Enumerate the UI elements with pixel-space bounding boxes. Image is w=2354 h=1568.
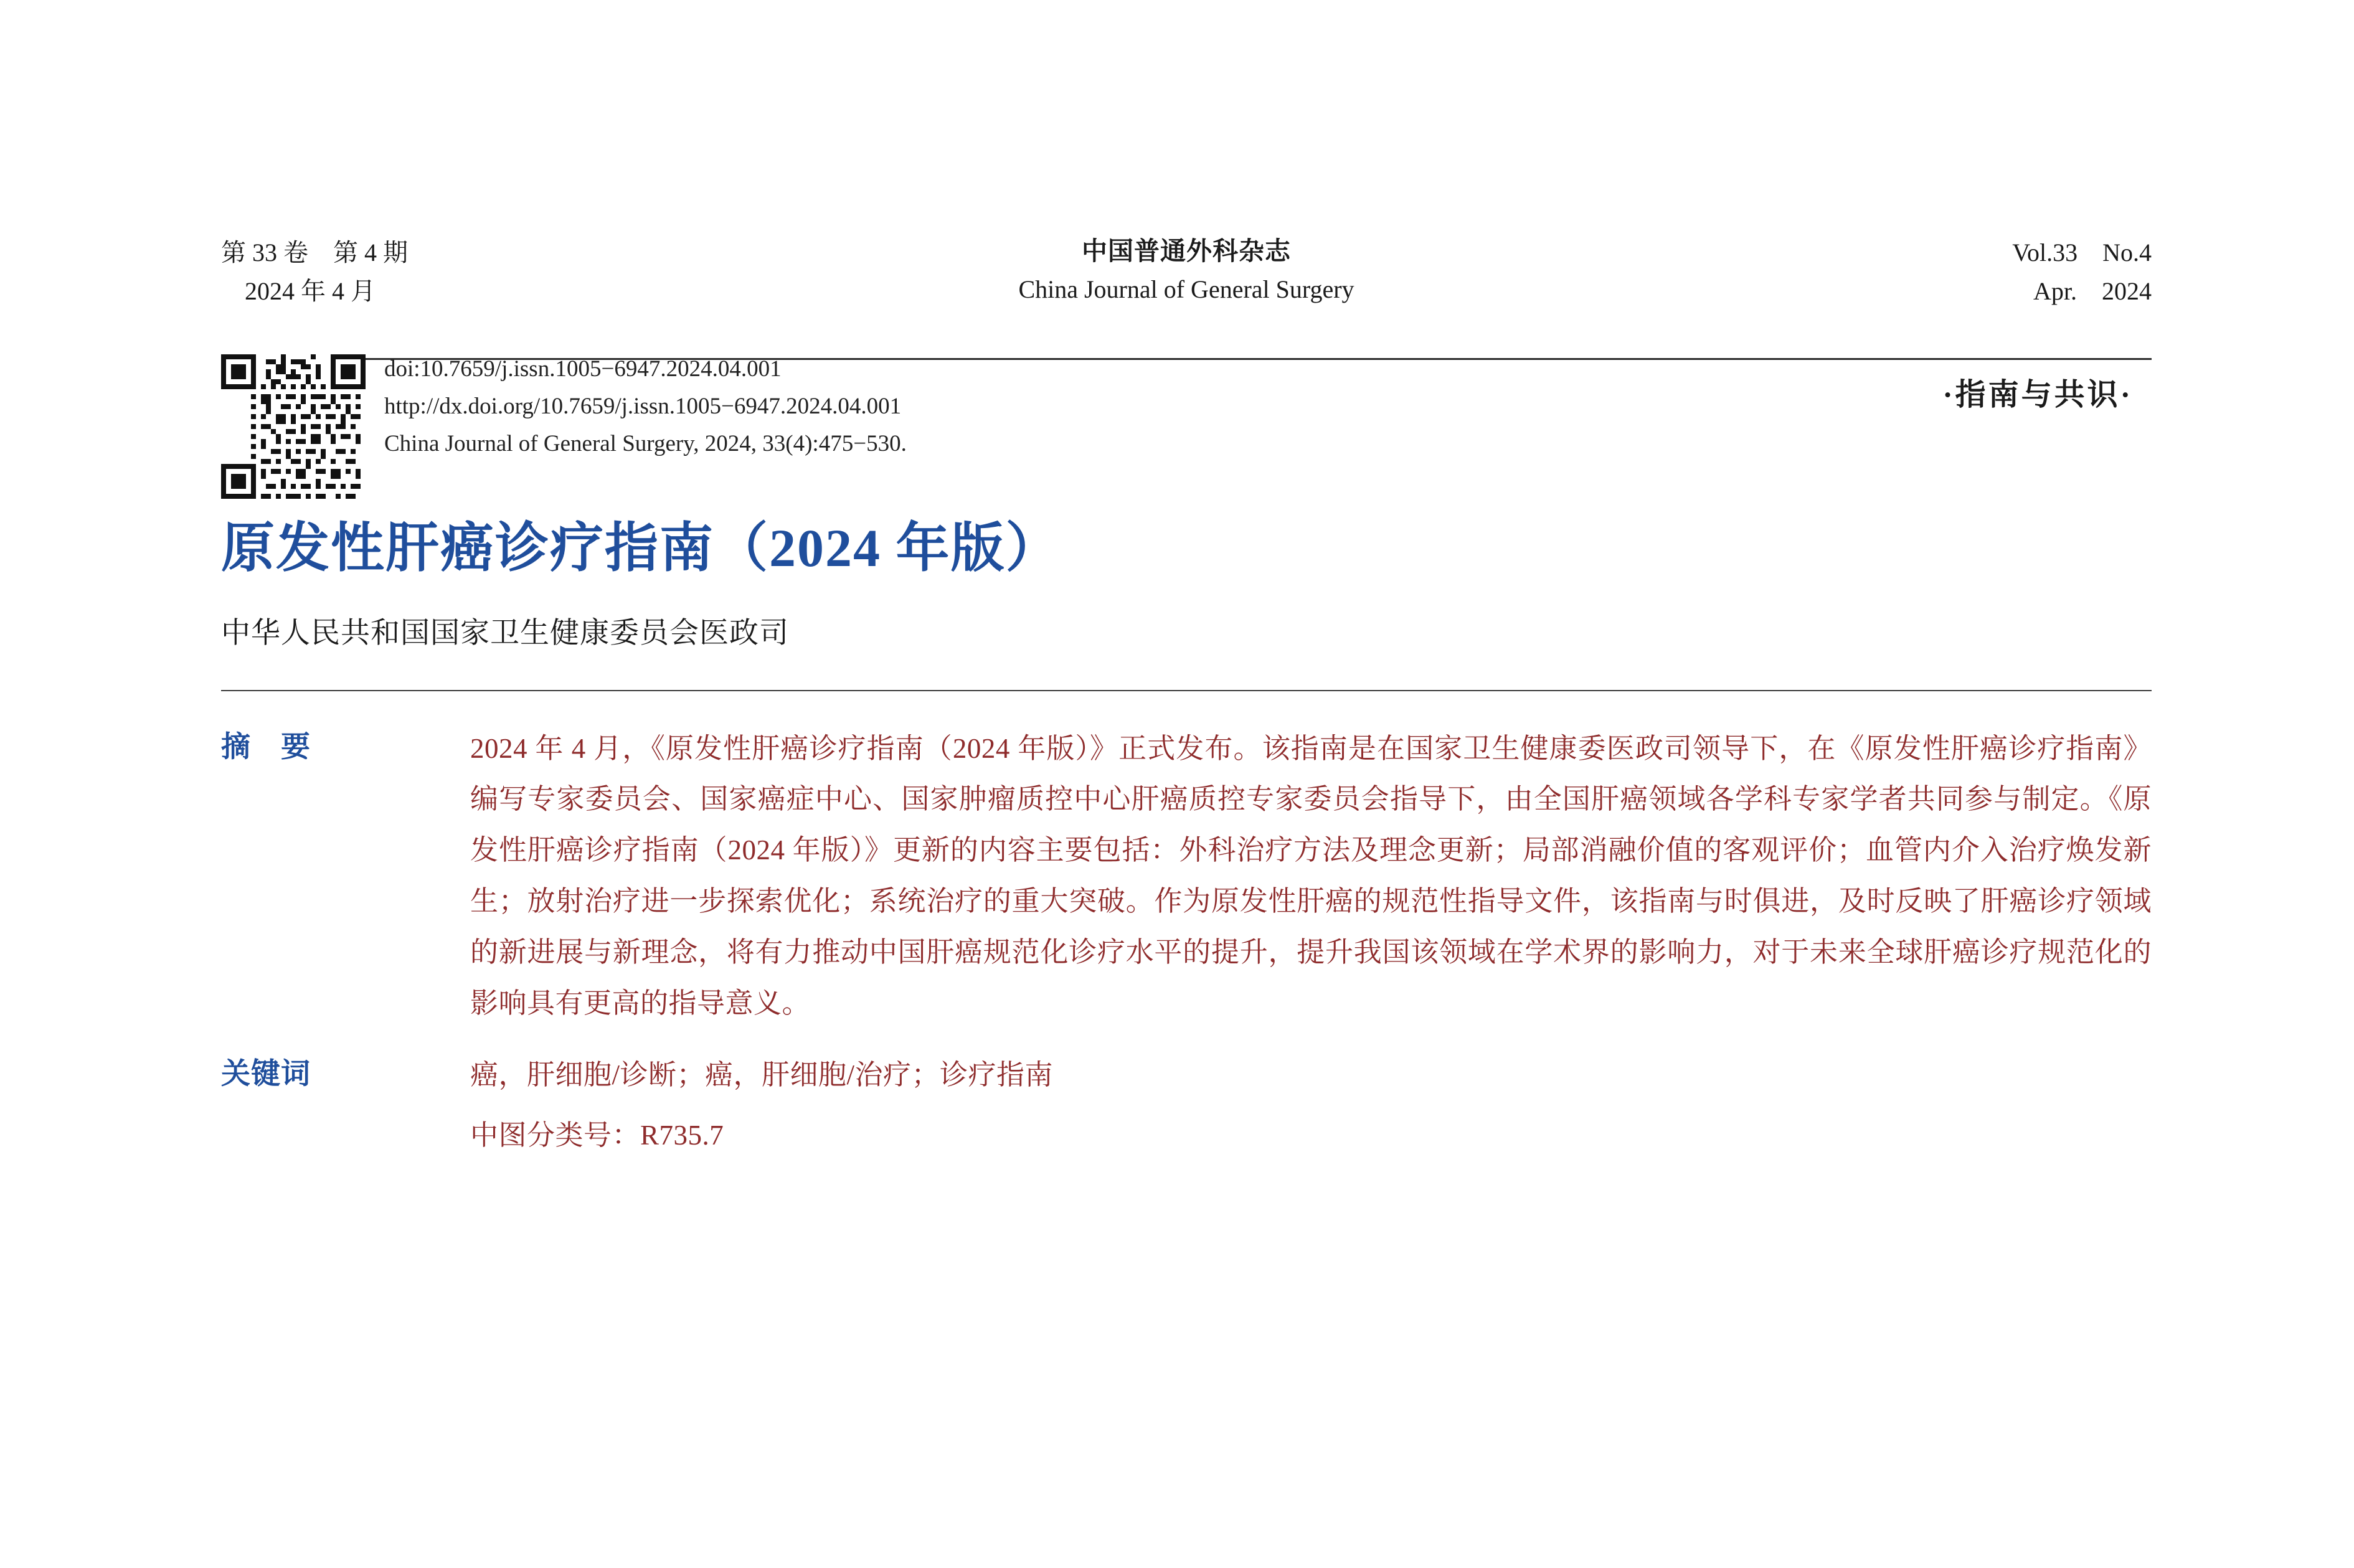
authors: 中华人民共和国国家卫生健康委员会医政司 bbox=[221, 616, 789, 649]
issue-date-cn: 2024 年 4 月 bbox=[245, 277, 376, 305]
journal-header-left bbox=[221, 234, 408, 311]
abstract-label: 摘 要 bbox=[221, 730, 311, 763]
keywords-label: 关键词 bbox=[221, 1057, 311, 1090]
page-content bbox=[221, 0, 2152, 1153]
journal-title-cn: 中国普通外科杂志 bbox=[1082, 237, 1291, 265]
abstract-block bbox=[221, 724, 2152, 1029]
issue-date-en: Apr. 2024 bbox=[2033, 277, 2152, 305]
journal-header bbox=[221, 234, 2152, 327]
volume-issue: 第 33 卷 第 4 期 bbox=[221, 239, 408, 267]
volume-issue-en: Vol.33 No.4 bbox=[2012, 239, 2152, 267]
journal-title-en: China Journal of General Surgery bbox=[1018, 275, 1354, 303]
keywords-block bbox=[221, 1051, 2152, 1153]
doi-line: doi:10.7659/j.issn.1005−6947.2024.04.001 bbox=[384, 356, 782, 382]
doi-block bbox=[384, 351, 907, 463]
abstract-row bbox=[221, 724, 2152, 1029]
abstract-text: 2024 年 4 月，《原发性肝癌诊疗指南（2024 年版）》正式发布。该指南是在国家卫生健康委医政司领导下，在《原发性肝癌诊疗指南》编写专家委员会、国家癌症中心、国家肿瘤质控中心肝癌质控专家委员会指导下，由全国肝癌领域各学科专家学者共同参与制定。《原发性肝癌诊疗指南（2024 年版）》更新的内容主要包括：外科治疗方法及理念更新；局部消融价值的客观评价；血管内介入治疗焕发新生；放射治疗进一步探索优化；系统治疗的重大突破。作为原发性肝癌的规范性指导文件，该指南与时俱进，及时反映了肝癌诊疗领域的新进展与新理念，将有力推动中国肝癌规范化诊疗水平的提升，提升我国该领域在学术界的影响力，对于未来全球肝癌诊疗规范化的影响具有更高的指导意义。 bbox=[470, 732, 2152, 1019]
qr-code-icon bbox=[221, 354, 366, 499]
keywords-text: 癌，肝细胞/诊断；癌，肝细胞/治疗；诊疗指南 bbox=[470, 1059, 1054, 1090]
journal-title-block bbox=[1018, 232, 1354, 308]
doi-row bbox=[221, 351, 2152, 506]
doi-url[interactable]: http://dx.doi.org/10.7659/j.issn.1005−6947.2024.04.001 bbox=[384, 393, 902, 419]
citation-line: China Journal of General Surgery, 2024, 33(4):475−530. bbox=[384, 430, 907, 456]
title-divider bbox=[221, 690, 2152, 691]
page-title: 原发性肝癌诊疗指南（2024 年版） bbox=[221, 518, 1061, 578]
journal-header-right bbox=[2012, 234, 2152, 311]
clc-number: 中图分类号：R735.7 bbox=[470, 1119, 724, 1151]
section-tag: ·指南与共识· bbox=[1942, 377, 2133, 412]
